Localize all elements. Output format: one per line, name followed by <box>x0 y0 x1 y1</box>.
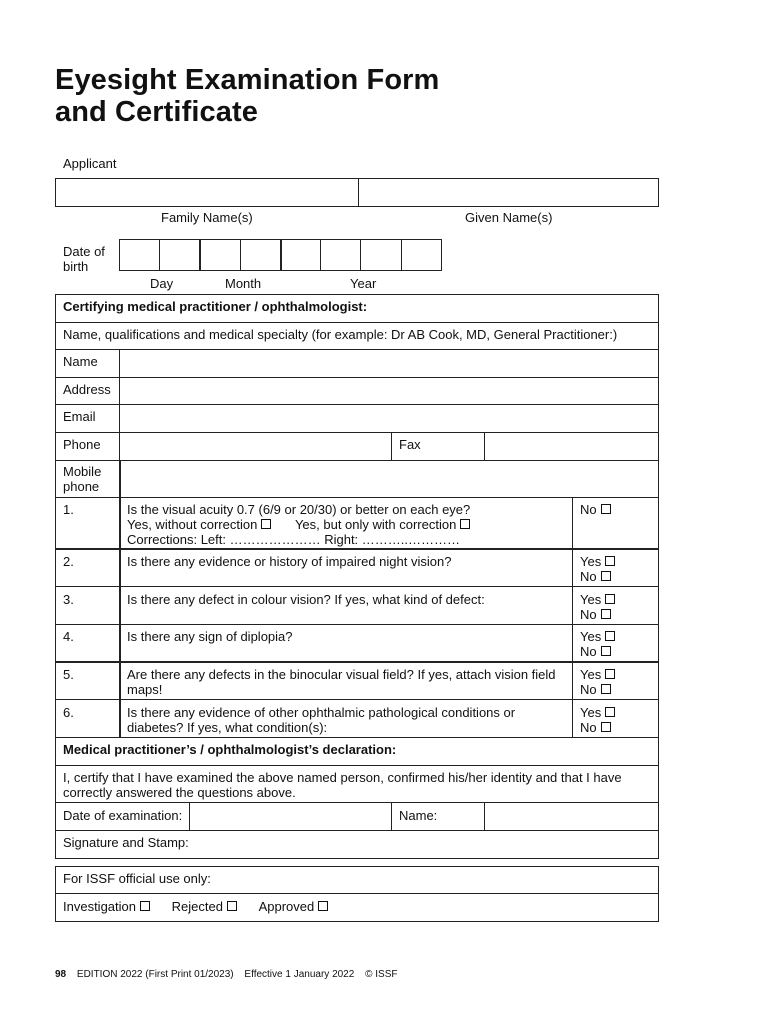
q3-text: Is there any defect in colour vision? If yes, what kind of defect: <box>127 592 485 607</box>
column-divider <box>189 802 190 830</box>
q5-no <box>580 682 611 697</box>
day-label: Day <box>150 276 174 291</box>
q1-option-without-correction: Yes, without correction <box>127 517 258 532</box>
email-label: Email <box>63 409 96 424</box>
name-label: Name <box>63 354 98 369</box>
dob-divider <box>280 239 282 271</box>
q1-options <box>127 517 470 532</box>
q2-number: 2. <box>63 554 74 569</box>
dob-divider <box>360 239 361 271</box>
title-line-2: and Certificate <box>55 96 258 128</box>
name-divider <box>358 178 359 207</box>
page-footer <box>55 969 397 980</box>
column-divider <box>484 432 485 460</box>
practitioner-heading: Certifying medical practitioner / ophthalmologist: <box>63 299 368 314</box>
row-divider <box>55 765 659 766</box>
official-options <box>63 899 328 914</box>
phone-label: Phone <box>63 437 101 452</box>
row-divider <box>55 322 659 323</box>
declaration-heading: Medical practitioner’s / ophthalmologist’s declaration: <box>63 742 397 757</box>
q1-number: 1. <box>63 502 74 517</box>
mobile-label-2: phone <box>63 479 100 494</box>
page-number: 98 <box>55 969 67 980</box>
approved-label: Approved <box>258 899 315 914</box>
given-name-label: Given Name(s) <box>465 210 553 225</box>
date-of-examination-field[interactable] <box>191 803 390 829</box>
checkbox-icon[interactable] <box>605 707 615 717</box>
column-divider <box>119 460 121 737</box>
no-label: No <box>580 569 597 584</box>
investigation-label: Investigation <box>63 899 136 914</box>
checkbox-icon[interactable] <box>601 504 611 514</box>
practitioner-instructions: Name, qualifications and medical specialty (for example: Dr AB Cook, MD, General Practitioner:) <box>63 327 618 342</box>
address-field[interactable] <box>121 378 658 403</box>
q3-yes <box>580 592 615 607</box>
email-field[interactable] <box>121 405 658 431</box>
title-line-1: Eyesight Examination Form <box>55 64 440 96</box>
fax-field[interactable] <box>486 433 658 459</box>
date-of-examination-label: Date of examination: <box>63 808 183 823</box>
column-divider <box>572 497 573 737</box>
q3-no <box>580 607 611 622</box>
dob-divider <box>159 239 160 271</box>
official-use-heading: For ISSF official use only: <box>63 871 211 886</box>
dob-label-1: Date of <box>63 244 105 259</box>
no-label: No <box>580 502 597 517</box>
row-divider <box>55 661 659 663</box>
checkbox-icon[interactable] <box>601 609 611 619</box>
q5-text-1: Are there any defects in the binocular visual field? If yes, attach vision field <box>127 667 556 682</box>
q4-text: Is there any sign of diplopia? <box>127 629 293 644</box>
column-divider <box>391 432 392 460</box>
yes-label: Yes <box>580 705 602 720</box>
column-divider <box>484 802 485 830</box>
q4-number: 4. <box>63 629 74 644</box>
checkbox-icon[interactable] <box>261 519 271 529</box>
column-divider <box>119 349 120 460</box>
name-field[interactable] <box>121 350 658 376</box>
q5-text-2: maps! <box>127 682 163 697</box>
q6-yes <box>580 705 615 720</box>
checkbox-icon[interactable] <box>601 646 611 656</box>
no-label: No <box>580 720 597 735</box>
row-divider <box>55 830 659 831</box>
mobile-field[interactable] <box>121 461 658 496</box>
column-divider <box>391 802 392 830</box>
no-label: No <box>580 607 597 622</box>
q2-yes <box>580 554 615 569</box>
year-label: Year <box>350 276 377 291</box>
row-divider <box>55 586 659 587</box>
checkbox-icon[interactable] <box>140 901 150 911</box>
row-divider <box>55 737 659 738</box>
applicant-label: Applicant <box>63 156 117 171</box>
dob-divider <box>240 239 241 271</box>
q4-no <box>580 644 611 659</box>
q5-yes <box>580 667 615 682</box>
q6-no <box>580 720 611 735</box>
q4-yes <box>580 629 615 644</box>
given-name-field[interactable] <box>358 178 659 207</box>
dob-divider <box>401 239 402 271</box>
row-divider <box>55 497 659 498</box>
month-label: Month <box>225 276 262 291</box>
page-title <box>55 64 439 128</box>
q1-text: Is the visual acuity 0.7 (6/9 or 20/30) or better on each eye? <box>127 502 471 517</box>
q3-number: 3. <box>63 592 74 607</box>
dob-divider <box>320 239 321 271</box>
q6-number: 6. <box>63 705 74 720</box>
signature-label: Signature and Stamp: <box>63 835 189 850</box>
declaration-text-1: I, certify that I have examined the above named person, confirmed his/her identity and that I have <box>63 770 622 785</box>
edition-text: EDITION 2022 (First Print 01/2023) <box>76 969 234 980</box>
no-label: No <box>580 682 597 697</box>
yes-label: Yes <box>580 554 602 569</box>
checkbox-icon[interactable] <box>605 669 615 679</box>
address-label: Address <box>63 382 111 397</box>
q2-text: Is there any evidence or history of impaired night vision? <box>127 554 452 569</box>
yes-label: Yes <box>580 667 602 682</box>
q6-text-2: diabetes? If yes, what condition(s): <box>127 720 328 735</box>
checkbox-icon[interactable] <box>601 722 611 732</box>
declaration-name-label: Name: <box>399 808 438 823</box>
declaration-text-2: correctly answered the questions above. <box>63 785 296 800</box>
family-name-label: Family Name(s) <box>161 210 253 225</box>
checkbox-icon[interactable] <box>605 594 615 604</box>
checkbox-icon[interactable] <box>460 519 470 529</box>
checkbox-icon[interactable] <box>227 901 237 911</box>
q2-no <box>580 569 611 584</box>
q1-no <box>580 502 611 517</box>
rejected-label: Rejected <box>171 899 223 914</box>
row-divider <box>55 893 659 894</box>
mobile-label-1: Mobile <box>63 464 102 479</box>
yes-label: Yes <box>580 629 602 644</box>
phone-field[interactable] <box>121 433 390 459</box>
dob-label-2: birth <box>63 259 89 274</box>
q1-corrections: Corrections: Left: ………………… Right: ………..………… <box>127 532 461 547</box>
family-name-field[interactable] <box>55 178 359 207</box>
checkbox-icon[interactable] <box>601 571 611 581</box>
fax-label: Fax <box>399 437 421 452</box>
q6-text-1: Is there any evidence of other ophthalmic pathological conditions or <box>127 705 516 720</box>
checkbox-icon[interactable] <box>318 901 328 911</box>
checkbox-icon[interactable] <box>605 556 615 566</box>
q5-number: 5. <box>63 667 74 682</box>
row-divider <box>55 624 659 625</box>
dob-divider <box>199 239 201 271</box>
q1-option-with-correction: Yes, but only with correction <box>294 517 457 532</box>
copyright-text: © ISSF <box>365 969 398 980</box>
declaration-name-field[interactable] <box>486 803 658 829</box>
checkbox-icon[interactable] <box>605 631 615 641</box>
yes-label: Yes <box>580 592 602 607</box>
row-divider <box>55 699 659 700</box>
effective-text: Effective 1 January 2022 <box>244 969 355 980</box>
row-divider <box>55 548 659 550</box>
checkbox-icon[interactable] <box>601 684 611 694</box>
no-label: No <box>580 644 597 659</box>
